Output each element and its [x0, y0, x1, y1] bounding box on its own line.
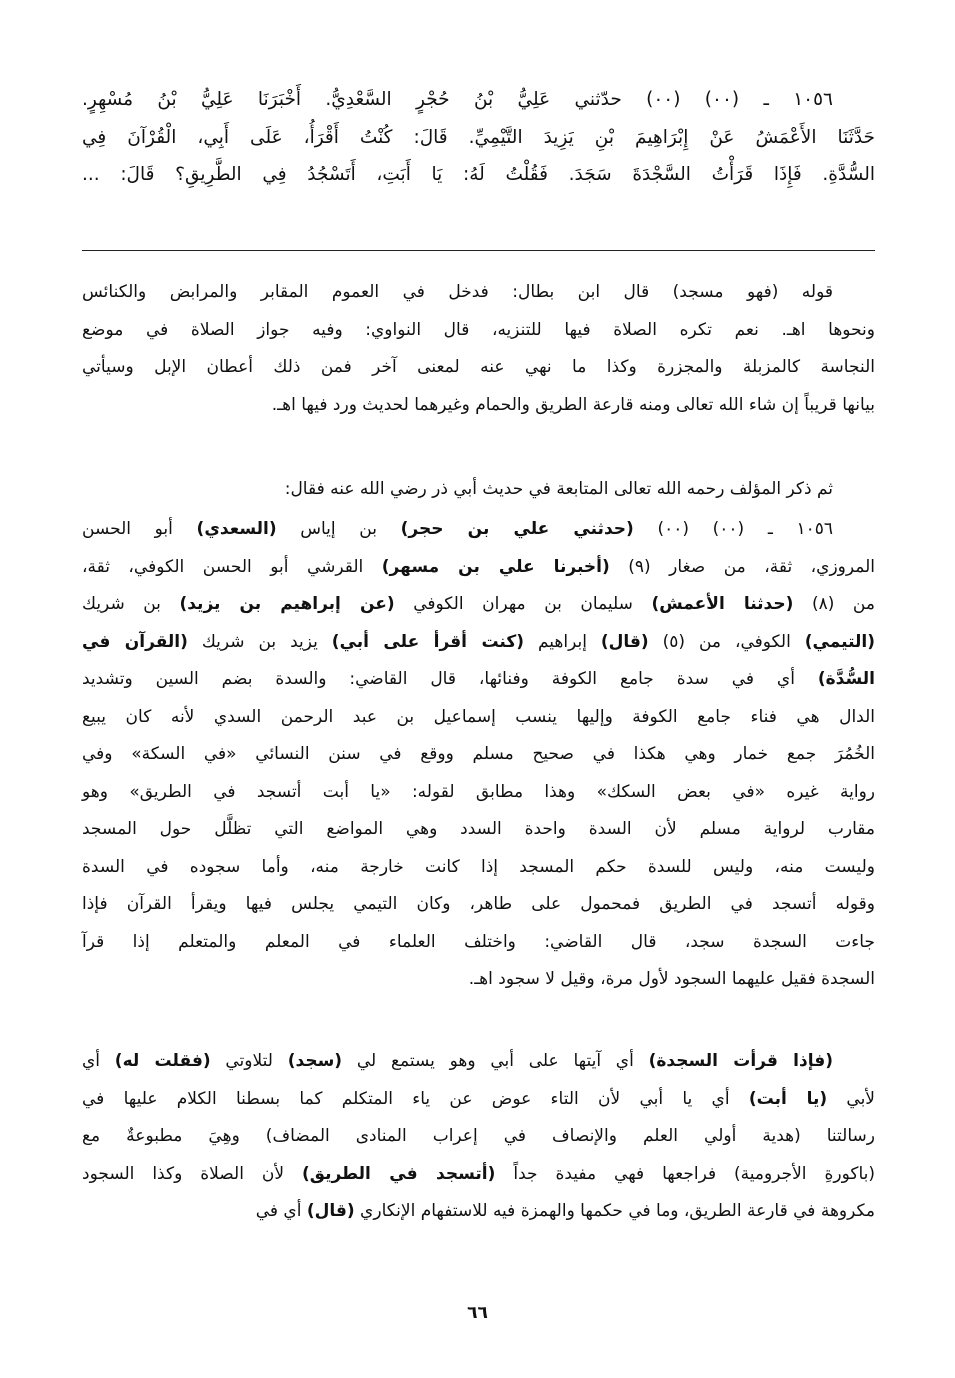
page-number: ٦٦ [467, 1303, 488, 1323]
bold-lemma: (كنت أقرأ على أبي) [331, 631, 525, 652]
text-run: السجدة فقيل عليهما السجود لأول مرة، وقيل لا سجود اهـ. [468, 969, 875, 989]
text-line [82, 1156, 875, 1194]
bold-lemma: (يا أبت) [748, 1088, 828, 1109]
text-run: بن إياس [276, 519, 401, 539]
text-run: رسالتنا (هدية أولي العلم والإنصاف في إعراب المنادى المضاف) وهِيَ مطبوعةٌ مع [82, 1126, 875, 1146]
bold-lemma: السُّدَّة) [817, 669, 875, 689]
text-line [82, 549, 875, 587]
bold-lemma: (سجد) [287, 1051, 343, 1071]
text-run: مكروهة في قارعة الطريق، وما في حكمها والهمزة فيه للاستفهام الإنكاري [354, 1201, 875, 1221]
text-run: الكوفي، من (٥) [648, 631, 805, 652]
text-line [82, 774, 875, 812]
text-run: أي [82, 1051, 115, 1071]
text-line [82, 886, 875, 924]
text-run: بن شريك [82, 594, 180, 614]
text-run: السُّدَّةِ. فَإِذَا قَرَأْتُ السَّجْدَةَ سَجَدَ. فَقُلْتُ لَهُ: يَا أَبَتِ، أَتَسْجُدُ فِي الطَّرِيقِ؟ قَالَ: ... [82, 164, 875, 185]
text-run: قوله (فهو مسجد) قال ابن بطال: فدخل في العموم المقابر والمرابض والكنائس [82, 282, 833, 302]
footnote-divider [82, 250, 875, 251]
text-line [82, 274, 875, 312]
text-line [82, 736, 875, 774]
commentary-paragraph [82, 471, 875, 509]
text-run: من (٨) [793, 594, 875, 614]
text-line [82, 924, 875, 962]
text-run: أبو الحسن [82, 519, 197, 539]
text-line [82, 119, 875, 157]
text-run: جاءت السجدة سجد، قال القاضي: واختلف العلماء في المعلم والمتعلم إذا قرآ [82, 931, 875, 952]
text-line [82, 81, 875, 119]
bold-lemma: (حدثني علي بن حجر) [400, 519, 634, 539]
bold-lemma: (أتسجد في الطريق) [301, 1163, 496, 1184]
bold-lemma: (التيمي) [804, 631, 875, 652]
text-run: وقوله أتسجد في الطريق فمحمول على طاهر، وكان التيمي يجلس فيها ويقرأ القرآن فإذا [82, 894, 875, 914]
text-run: (باكورةِ الأجرومية) فراجعها فهي مفيدة جداً [495, 1163, 875, 1184]
text-line [82, 811, 875, 849]
bold-lemma: (فإذا قرأت السجدة) [648, 1051, 834, 1071]
bold-lemma: (قال) [600, 631, 649, 652]
text-run: يزيد بن شريك [187, 631, 332, 652]
text-line [82, 1118, 875, 1156]
text-run: ١٠٥٦ ـ (٠٠) (٠٠) [633, 519, 834, 539]
text-run: أي في [255, 1201, 307, 1221]
text-run: لتلاوتي [210, 1051, 288, 1071]
text-line [82, 471, 875, 509]
text-line [82, 1193, 875, 1231]
text-line [82, 349, 875, 387]
text-run: المروزي، ثقة، من صغار (٩) [609, 556, 875, 577]
bold-lemma: (أخبرنا علي بن مسهر) [381, 556, 610, 577]
text-run: أي يا أبي لأن التاء عوض عن ياء المتكلم كما بسطنا الكلام عليها في [82, 1088, 749, 1109]
text-run: بيانها قريباً إن شاء الله تعالى ومنه قارعة الطريق والحمام وغيرهما لحديث ورد فيها اهـ. [271, 394, 875, 415]
text-run: الدال هي فناء جامع الكوفة وإليها ينسب إسماعيل بن عبد الرحمن السدي لأنه كان يبيع [82, 706, 875, 727]
text-line [82, 661, 875, 699]
text-line [82, 312, 875, 350]
text-run: لأن الصلاة وكذا السجود [82, 1163, 302, 1184]
text-line [82, 511, 875, 549]
text-run: أي آيتها على أبي وهو يستمع لي [342, 1051, 649, 1071]
bold-lemma: (حدثنا الأعمش) [651, 594, 794, 614]
text-run: النجاسة كالمزبلة والمجزرة وكذا ما نهي عنه لمعنى آخر فمن ذلك أعطان الإبل وسيأتي [82, 357, 875, 377]
text-run: حَدَّثَنَا الأَعْمَشُ عَنْ إِبْرَاهِيمَ بْنِ يَزِيدَ التَّيْمِيِّ. قَالَ: كُنْتُ أَقْرَأُ، عَلَى أَبِي، الْقُرْآنَ فِي [82, 126, 875, 148]
bold-lemma: (عن إبراهيم بن يزيد) [179, 594, 395, 614]
text-line [82, 156, 875, 194]
text-run: مقارب لرواية مسلم لأن السدة واحدة السدد وهي المواضع التي تظلَّل حول المسجد [82, 819, 875, 839]
text-line [82, 586, 875, 624]
text-line [82, 961, 875, 999]
text-line [82, 1043, 875, 1081]
text-line [82, 849, 875, 887]
text-line [82, 387, 875, 425]
hadith-text [82, 81, 875, 194]
text-run: ونحوها اهـ. نعم تكره الصلاة فيها للتنزيه، قال النواوي: وفيه جواز الصلاة في موضع [82, 319, 875, 340]
text-run: الخُمُرَ جمع خمار وهي هكذا في صحيح مسلم ووقع في سنن النسائي «في السكة» وفي [82, 744, 875, 764]
text-run: القرشي أبو الحسن الكوفي، ثقة، [82, 556, 382, 577]
text-line [82, 624, 875, 662]
text-run: رواية غيره «في بعض السكك» وهذا مطابق لقوله: «يا أبت أتسجد في الطريق» وهو [82, 781, 875, 802]
text-run: ثم ذكر المؤلف رحمه الله تعالى المتابعة في حديث أبي ذر رضي الله عنه فقال: [284, 479, 833, 499]
text-run: إبراهيم [524, 631, 601, 652]
bold-lemma: (فقلت له) [114, 1051, 211, 1071]
bold-lemma: (السعدي) [196, 519, 277, 539]
text-run: أي في سدة جامع الكوفة وفنائها، قال القاضي: والسدة بضم السين وتشديد [82, 669, 818, 689]
text-line [82, 1081, 875, 1119]
text-run: سليمان بن مهران الكوفي [394, 594, 652, 614]
bold-lemma: (قال) [306, 1201, 355, 1221]
commentary-paragraph [82, 274, 875, 424]
text-run: لأبي [827, 1088, 875, 1109]
commentary-paragraph [82, 511, 875, 999]
commentary-paragraph [82, 1043, 875, 1231]
text-line [82, 699, 875, 737]
bold-lemma: (القرآن في [82, 631, 188, 652]
text-run: ١٠٥٦ ـ (٠٠) (٠٠) حدّثني عَلِيُّ بْنُ حُجْرٍ السَّعْدِيُّ. أَخْبَرَنَا عَلِيُّ بْنُ مُسْهِرٍ. [82, 89, 833, 110]
text-run: وليست منه، وليس للسدة حكم المسجد إذا كانت خارجة منه، وأما سجوده في السدة [82, 856, 875, 877]
